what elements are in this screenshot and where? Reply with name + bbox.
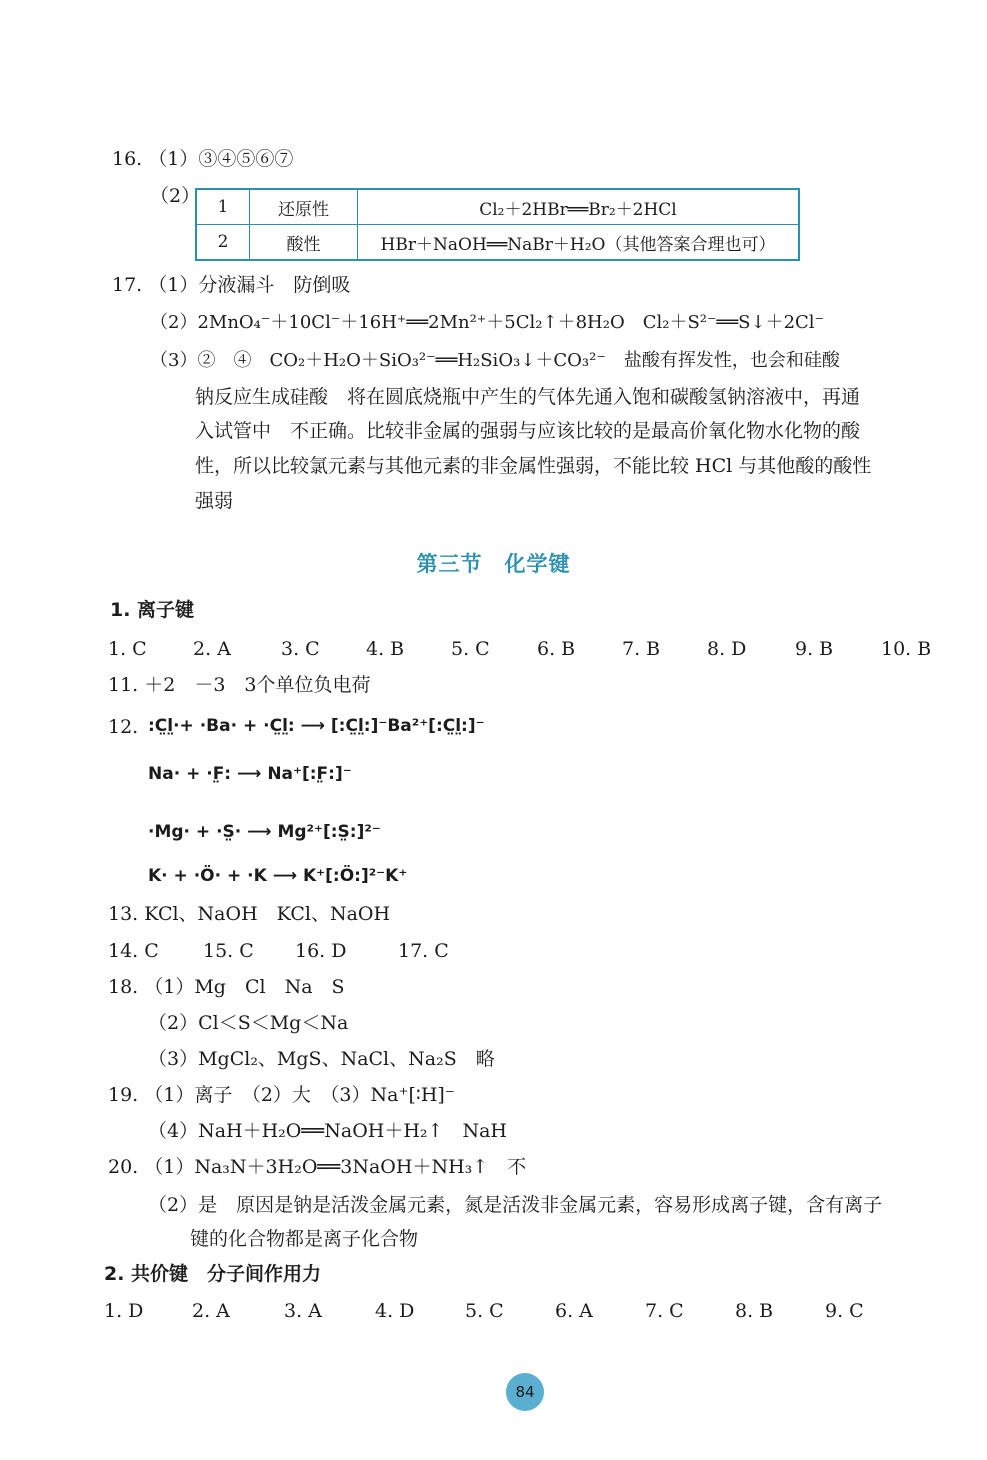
table-cell: 酸性: [250, 225, 358, 261]
table-row: [196, 189, 799, 225]
mc-answer: 9. B: [795, 638, 834, 660]
mc-answer: 10. B: [881, 638, 932, 660]
mc-answer: 4. D: [375, 1300, 415, 1322]
q17-line3d: 性，所以比较氯元素与其他元素的非金属性强弱，不能比较 HCl 与其他酸的酸性: [195, 455, 872, 477]
mc-answers-2: [104, 1298, 864, 1324]
table-cell: Cl₂＋2HBr══Br₂＋2HCl: [358, 189, 800, 225]
subsection-ionic-bond: 1. 离子键: [110, 599, 195, 621]
mc-answer: 3. C: [281, 638, 320, 660]
q20-line3: 键的化合物都是离子化合物: [190, 1228, 419, 1250]
mc-answer: 2. A: [192, 1300, 230, 1322]
q17-line3e: 强弱: [195, 490, 234, 512]
q16-part2-label: （2）: [150, 185, 201, 207]
q16-line1: 16. （1）③④⑤⑥⑦: [112, 148, 294, 170]
q12-formula-naf: Na· + ·F̤: ⟶ Na⁺[:F̤:]⁻: [148, 764, 352, 784]
table-cell: HBr＋NaOH══NaBr＋H₂O（其他答案合理也可）: [358, 225, 800, 261]
q16-table: [195, 188, 800, 261]
q12-formula-mgs: ·Mg· + ·S̤· ⟶ Mg²⁺[:S̤:]²⁻: [148, 822, 381, 842]
mc-answer: 5. C: [465, 1300, 504, 1322]
table-cell: 1: [196, 189, 250, 225]
mc-answer: 3. A: [284, 1300, 322, 1322]
q17-line1: 17. （1）分液漏斗 防倒吸: [112, 274, 351, 296]
mc-answers-1: [108, 636, 931, 662]
mc-answer: 5. C: [451, 638, 490, 660]
q18-line2: （2）Cl＜S＜Mg＜Na: [148, 1012, 349, 1034]
page-number: 84: [506, 1373, 544, 1411]
q12-formula-k2o: K· + ·Ö· + ·K ⟶ K⁺[:Ö:]²⁻K⁺: [148, 866, 408, 886]
q18-line3: （3）MgCl₂、MgS、NaCl、Na₂S 略: [148, 1048, 495, 1070]
mc-answers-14: [108, 938, 449, 964]
mc-answer: 1. D: [104, 1300, 144, 1322]
mc-answer: 7. C: [645, 1300, 684, 1322]
table-cell: 2: [196, 225, 250, 261]
mc-answer: 16. D: [295, 940, 347, 962]
q17-line2: （2）2MnO₄⁻＋10Cl⁻＋16H⁺══2Mn²⁺＋5Cl₂↑＋8H₂O Cl₂＋S²⁻══S↓＋2Cl⁻: [150, 312, 825, 333]
mc-answer: 15. C: [203, 940, 254, 962]
section-title: 第三节 化学键: [416, 552, 571, 576]
subsection-covalent-bond: 2. 共价键 分子间作用力: [104, 1263, 322, 1285]
q13: 13. KCl、NaOH KCl、NaOH: [108, 903, 391, 925]
q17-line3b: 钠反应生成硅酸 将在圆底烧瓶中产生的气体先通入饱和碳酸氢钠溶液中，再通: [195, 386, 861, 408]
mc-answer: 4. B: [366, 638, 405, 660]
q12-label: 12.: [108, 716, 139, 738]
q20-line2: （2）是 原因是钠是活泼金属元素，氮是活泼非金属元素，容易形成离子键，含有离子: [148, 1194, 883, 1216]
mc-answer: 9. C: [825, 1300, 864, 1322]
q19-line1: 19. （1）离子 （2）大 （3）Na⁺[∶H]⁻: [108, 1084, 455, 1106]
mc-answer: 17. C: [398, 940, 449, 962]
mc-answer: 2. A: [193, 638, 231, 660]
q17-line3c: 入试管中 不正确。比较非金属的强弱与应该比较的是最高价氧化物水化物的酸: [195, 420, 861, 442]
q17-line3a: （3）② ④ CO₂＋H₂O＋SiO₃²⁻══H₂SiO₃↓＋CO₃²⁻ 盐酸有挥发性，也会和硅酸: [150, 350, 840, 371]
mc-answer: 6. B: [537, 638, 576, 660]
q11: 11. ＋2 －3 3个单位负电荷: [108, 674, 371, 696]
q20-line1: 20. （1）Na₃N＋3H₂O══3NaOH＋NH₃↑ 不: [108, 1156, 527, 1178]
mc-answer: 6. A: [555, 1300, 593, 1322]
table-cell: 还原性: [250, 189, 358, 225]
table-row: [196, 225, 799, 261]
mc-answer: 7. B: [622, 638, 661, 660]
q12-formula-bacl2: :C̤l̤·+ ·Ba· + ·C̤l̤: ⟶ [:C̤l̤:]⁻Ba²⁺[:C̤l̤:]⁻: [148, 716, 485, 736]
mc-answer: 1. C: [108, 638, 147, 660]
mc-answer: 14. C: [108, 940, 159, 962]
mc-answer: 8. D: [707, 638, 747, 660]
q18-line1: 18. （1）Mg Cl Na S: [108, 976, 345, 998]
mc-answer: 8. B: [735, 1300, 774, 1322]
q19-line2: （4）NaH＋H₂O══NaOH＋H₂↑ NaH: [148, 1120, 507, 1142]
